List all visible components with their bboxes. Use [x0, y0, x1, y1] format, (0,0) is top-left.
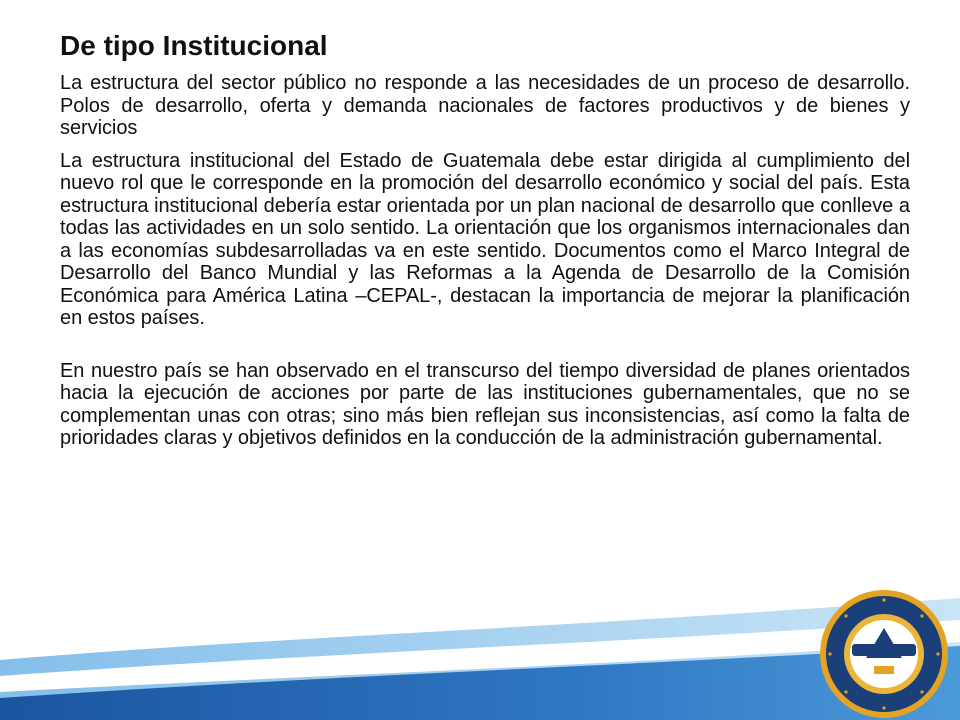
seal-banner: [852, 644, 916, 656]
slide-body: [60, 28, 910, 460]
slide-title: De tipo Institucional: [60, 30, 328, 61]
faculty-seal-logo: [818, 588, 950, 720]
seal-year-plate: [874, 666, 894, 674]
decorative-wave-band: [0, 580, 960, 720]
paragraph-2: La estructura institucional del Estado de Guatemala debe estar dirigida al cumplimiento del nuevo rol que le corresponde en la promoción del desarrollo económico y social del país. Esta estructura institucional debería estar orientada por un plan nacional de desarrollo que conlleve a todas las actividades en un solo sentido. La orientación que los organismos internacionales dan a las economías subdesarrolladas va en este sentido. Documentos como el Marco Integral de Desarrollo del Banco Mundial y las Reformas a la Agenda de Desarrollo de la Comisión Económica para América Latina –CEPAL-, destacan la importancia de mejorar la planificación en estos países.: [60, 149, 910, 329]
paragraph-3: En nuestro país se han observado en el transcurso del tiempo diversidad de planes orientados hacia la ejecución de acciones por parte de las instituciones gubernamentales, que no se complementan unas con otras; sino más bien reflejan sus inconsistencias, así como la falta de prioridades claras y objetivos definidos en la conducción de la administración gubernamental.: [60, 359, 910, 449]
paragraph-1: La estructura del sector público no responde a las necesidades de un proceso de desarrollo. Polos de desarrollo, oferta y demanda nacionales de factores productivos y de bienes y servicios: [60, 72, 910, 139]
